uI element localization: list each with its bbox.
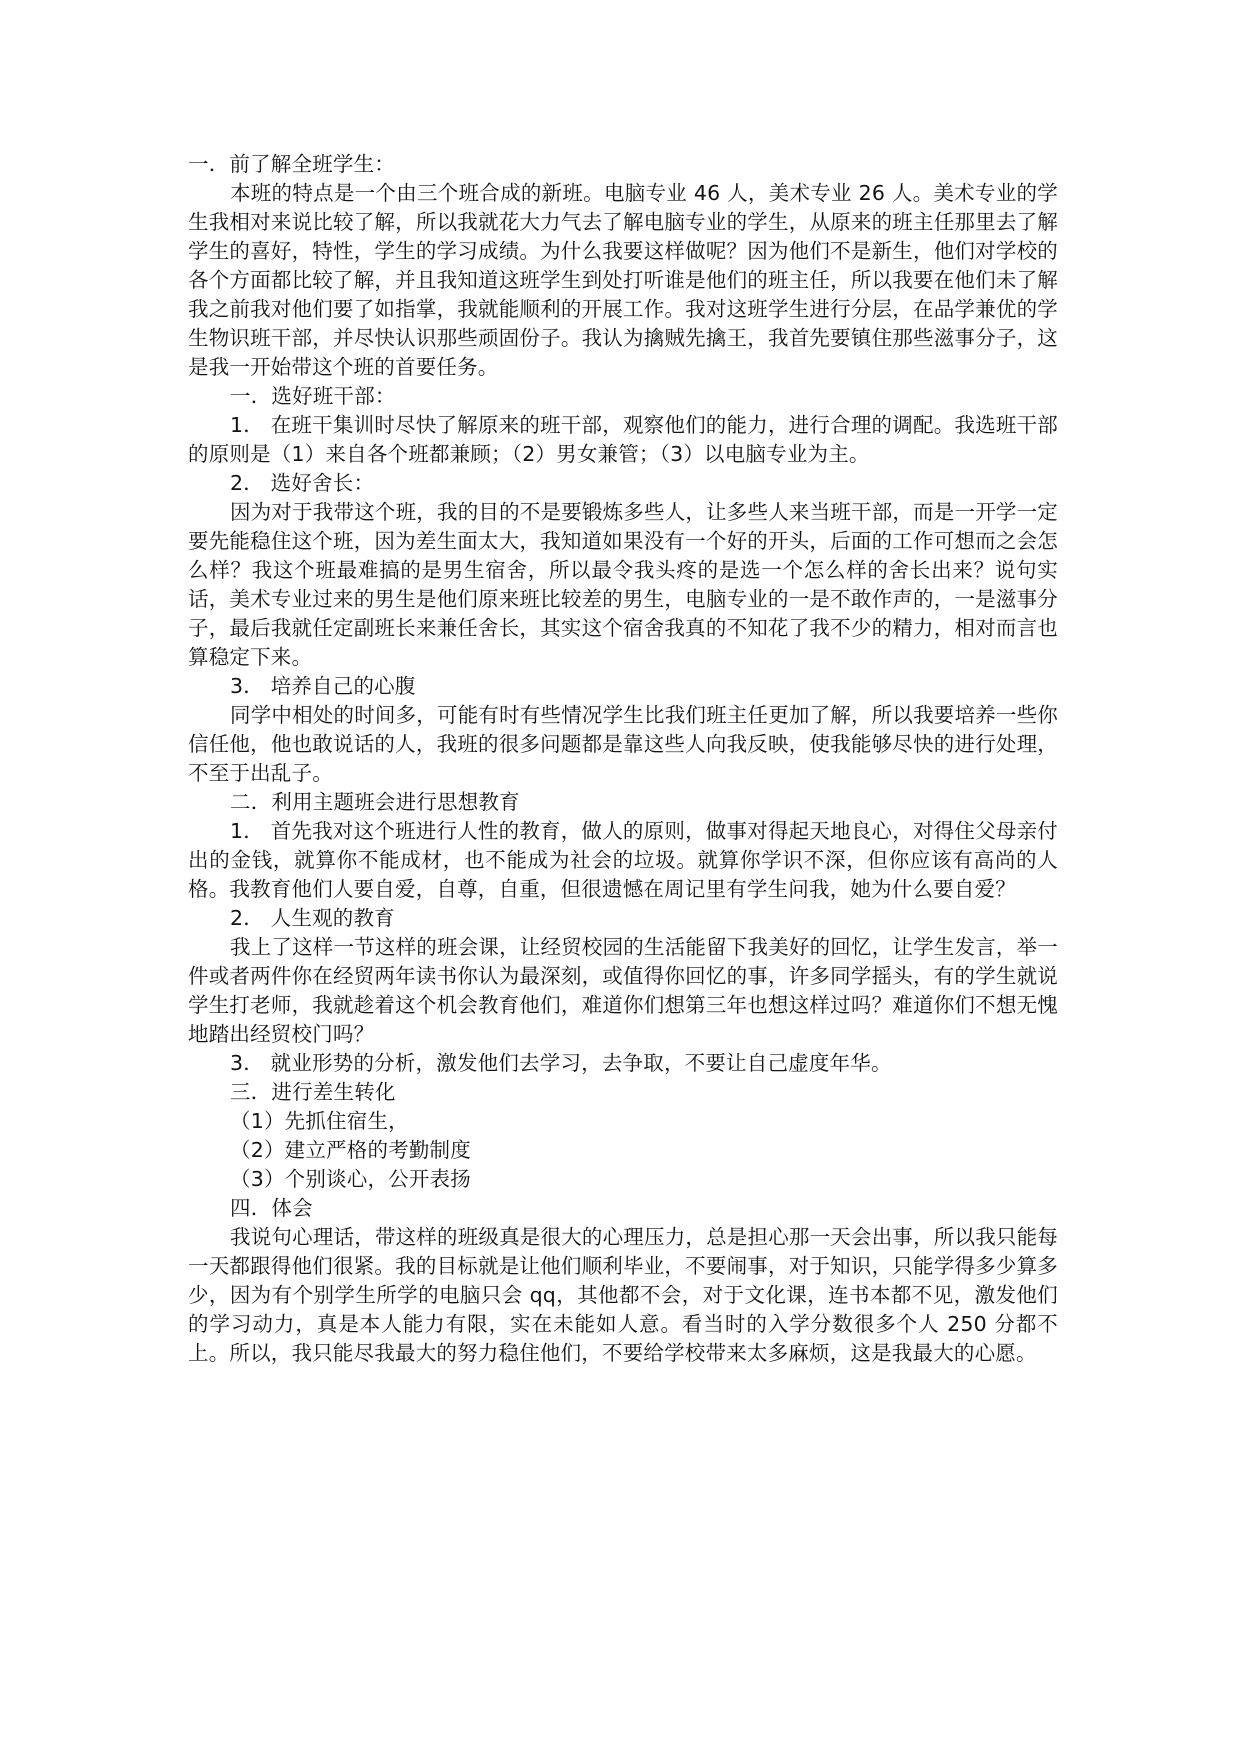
document-body xyxy=(188,150,1058,1368)
paragraph-dorm-leader: 因为对于我带这个班，我的目的不是要锻炼多些人，让多些人来当班干部，而是一开学一定要先能稳住这个班，因为差生面太大，我知道如果没有一个好的开头，后面的工作可想而之会怎么样？我这个班最难搞的是男生宿舍，所以最令我头疼的是选一个怎么样的舍长出来？说句实话，美术专业过来的男生是他们原来班比较差的男生，电脑专业的一是不敢作声的，一是滋事分子，最后我就任定副班长来兼任舍长，其实这个宿舍我真的不知花了我不少的精力，相对而言也算稳定下来。 xyxy=(188,500,1058,669)
section-heading-select-cadres: 一．选好班干部： xyxy=(230,384,396,408)
paragraph-humanity-education: 1． 首先我对这个班进行人性的教育，做人的原则，做事对得起天地良心，对得住父母亲付出的金钱，就算你不能成材，也不能成为社会的垃圾。就算你学识不深，但你应该有高尚的人格。我教育他们人要自爱，自尊，自重，但很遗憾在周记里有学生问我，她为什么要自爱？ xyxy=(188,819,1058,901)
item-heading-confidants: 3． 培养自己的心腹 xyxy=(230,674,416,698)
paragraph-employment: 3． 就业形势的分析，激发他们去学习，去争取，不要让自己虚度年华。 xyxy=(230,1051,892,1075)
paragraph-class-overview: 本班的特点是一个由三个班合成的新班。电脑专业 46 人，美术专业 26 人。美术专业的学生我相对来说比较了解，所以我就花大力气去了解电脑专业的学生，从原来的班主任那里去了解学生的喜好，特性，学生的学习成绩。为什么我要这样做呢？因为他们不是新生，他们对学校的各个方面都比较了解，并且我知道这班学生到处打听谁是他们的班主任，所以我要在他们未了解我之前我对他们要了如指掌，我就能顺利的开展工作。我对这班学生进行分层，在品学兼优的学生物识班干部，并尽快认识那些顽固份子。我认为擒贼先擒王，我首先要镇住那些滋事分子，这是我一开始带这个班的首要任务。 xyxy=(188,181,1058,379)
paragraph-confidants: 同学中相处的时间多，可能有时有些情况学生比我们班主任更加了解，所以我要培养一些你信任他，他也敢说话的人，我班的很多问题都是靠这些人向我反映，使我能够尽快的进行处理，不至于出乱子。 xyxy=(188,703,1058,785)
paragraph-item-1-cadres: 1． 在班干集训时尽快了解原来的班干部，观察他们的能力，进行合理的调配。我选班干部的原则是（1）来自各个班都兼顾；（2）男女兼管；（3）以电脑专业为主。 xyxy=(188,413,1058,466)
section-heading-reflection: 四．体会 xyxy=(230,1196,313,1220)
item-heading-life-view: 2． 人生观的教育 xyxy=(230,906,395,930)
list-item-boarders: （1）先抓住宿生， xyxy=(230,1109,409,1133)
list-item-talks: （3）个别谈心，公开表扬 xyxy=(230,1167,471,1191)
section-heading-transform: 三．进行差生转化 xyxy=(230,1080,396,1104)
paragraph-reflection: 我说句心理话，带这样的班级真是很大的心理压力，总是担心那一天会出事，所以我只能每一天都跟得他们很紧。我的目标就是让他们顺利毕业，不要闹事，对于知识，只能学得多少算多少，因为有个别学生所学的电脑只会 qq，其他都不会，对于文化课，连书本都不见，激发他们的学习动力，真是本人能力有限，实在未能如人意。看当时的入学分数很多个人 250 分都不上。所以，我只能尽我最大的努力稳住他们，不要给学校带来太多麻烦，这是我最大的心愿。 xyxy=(188,1225,1058,1365)
section-heading-theme-meetings: 二．利用主题班会进行思想教育 xyxy=(230,790,520,814)
paragraph-life-view: 我上了这样一节这样的班会课，让经贸校园的生活能留下我美好的回忆，让学生发言，举一件或者两件你在经贸两年读书你认为最深刻，或值得你回忆的事，许多同学摇头，有的学生就说学生打老师，我就趁着这个机会教育他们，难道你们想第三年也想这样过吗？难道你们不想无愧地踏出经贸校门吗？ xyxy=(188,935,1058,1046)
list-item-attendance: （2）建立严格的考勤制度 xyxy=(230,1138,471,1162)
item-heading-dorm-leader: 2． 选好舍长： xyxy=(230,471,375,495)
section-heading-1: 一．前了解全班学生： xyxy=(188,152,395,176)
